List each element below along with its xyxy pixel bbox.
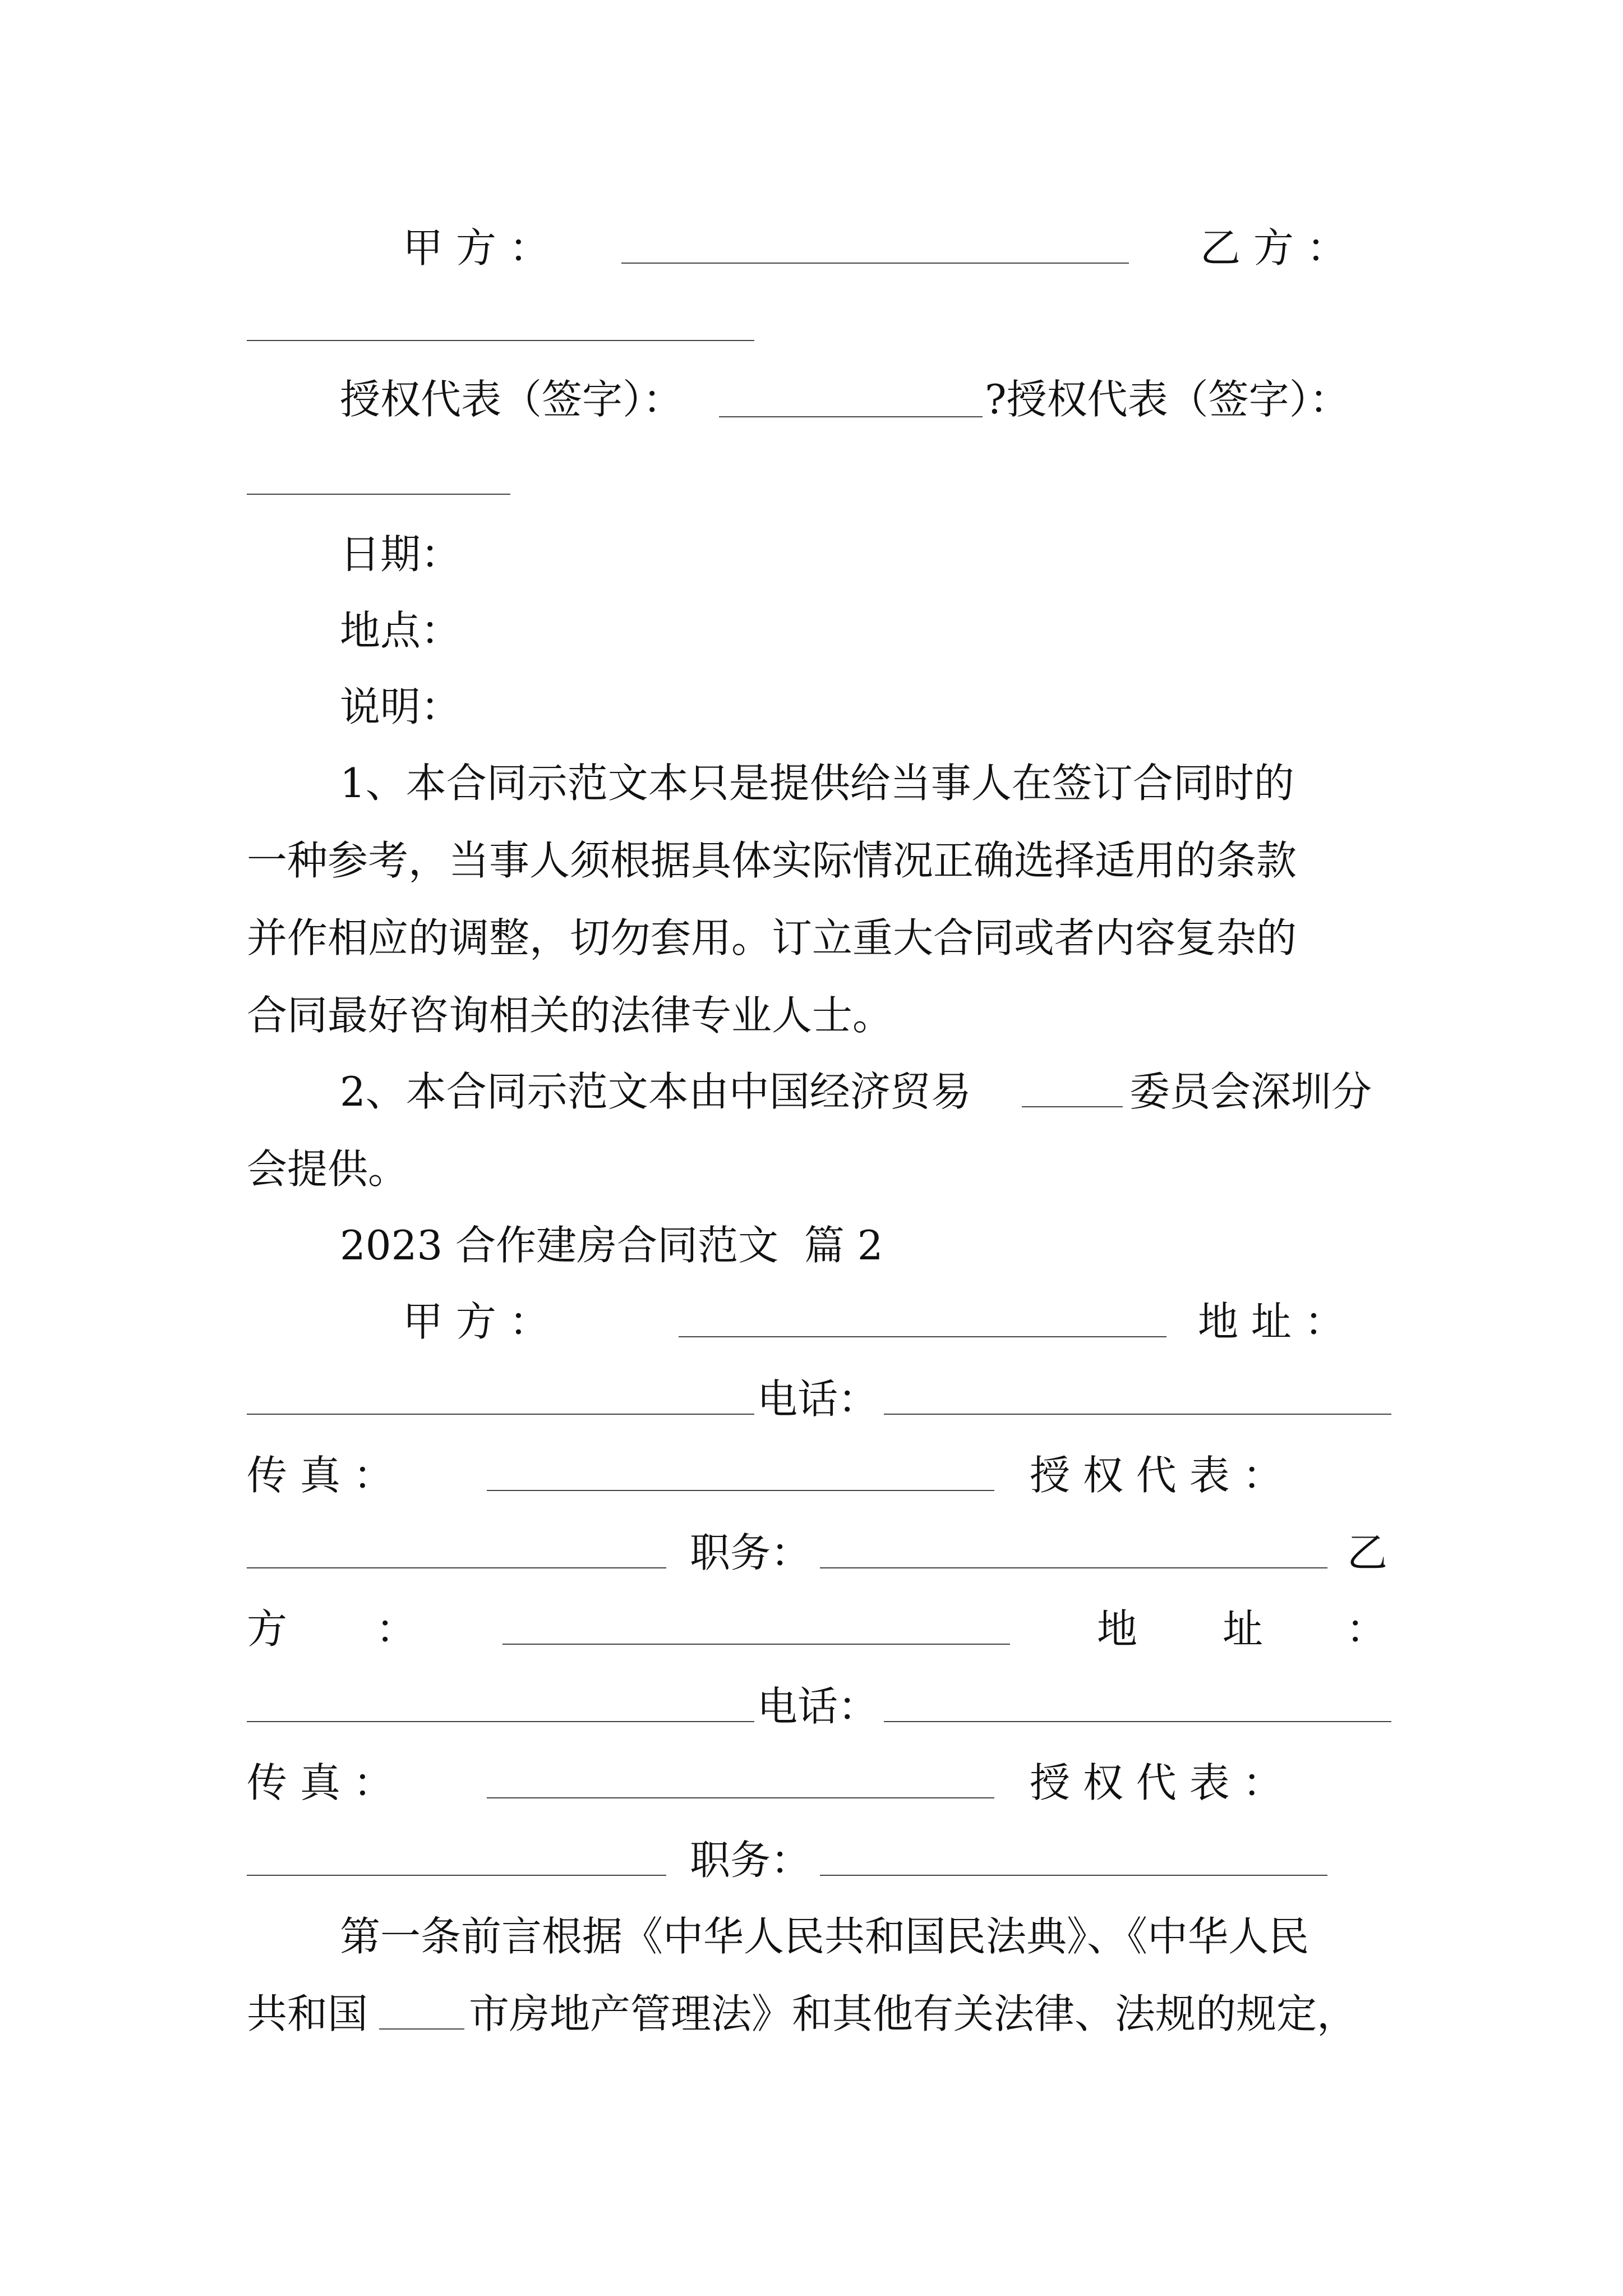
article-1-blank xyxy=(379,2028,464,2030)
place-label: 地点： xyxy=(340,607,462,654)
note-1-line-3: 并作相应的调整，切勿套用。订立重大合同或者内容复杂的 xyxy=(247,914,1297,961)
article-1-line-2-end: 市房地产管理法》和其他有关法律、法规的规定， xyxy=(469,1990,1358,2037)
note-2-blank xyxy=(1022,1106,1123,1107)
sec2-party-b-auth-rep-label: 授 权 代 表 ： xyxy=(1030,1759,1283,1806)
sec2-party-b-position-label: 职务： xyxy=(690,1837,811,1884)
note-2-line-2: 会提供。 xyxy=(247,1145,409,1193)
section-heading: 2023 合作建房合同范文 篇 2 xyxy=(340,1222,883,1269)
sec2-party-b-auth-rep-blank xyxy=(247,1875,666,1876)
party-b-blank xyxy=(247,340,754,341)
sec2-party-a-position-blank xyxy=(820,1567,1327,1568)
note-2-line-1-end: 委员会深圳分 xyxy=(1129,1068,1372,1115)
sec2-party-b-fax-label: 传 真 ： xyxy=(247,1759,394,1806)
sec2-party-b-phone-blank xyxy=(884,1721,1391,1722)
article-1-line-2-start: 共和国 xyxy=(247,1990,368,2037)
sec2-party-a-phone-label: 电话： xyxy=(757,1375,879,1423)
sec2-party-a-fax-label: 传 真 ： xyxy=(247,1452,394,1499)
sec2-party-b-address-char1: 地 xyxy=(1097,1605,1138,1653)
party-a-label: 甲 方 ： xyxy=(403,224,550,272)
sec2-party-b-address-colon: ： xyxy=(1346,1605,1387,1653)
sec2-party-a-auth-rep-label: 授 权 代 表 ： xyxy=(1030,1452,1283,1499)
sec2-party-b-colon: ： xyxy=(376,1605,417,1653)
party-b-label: 乙 方 ： xyxy=(1200,224,1347,272)
date-label: 日期： xyxy=(340,531,462,578)
sec2-party-a-label: 甲 方 ： xyxy=(403,1298,550,1345)
sec2-party-b-address-blank xyxy=(247,1721,754,1722)
note-1-line-2: 一种参考，当事人须根据具体实际情况正确选择适用的条款 xyxy=(247,837,1297,884)
sec2-party-a-auth-rep-blank xyxy=(247,1567,666,1568)
auth-rep-b-label: ?授权代表（签字）： xyxy=(985,376,1350,423)
note-1-line-1: 1、本合同示范文本只是提供给当事人在签订合同时的 xyxy=(340,760,1294,807)
article-1-line-1: 第一条前言根据《中华人民共和国民法典》、《中华人民 xyxy=(340,1913,1310,1960)
sec2-party-a-fax-blank xyxy=(487,1490,994,1491)
sec2-party-a-position-label: 职务： xyxy=(690,1529,811,1576)
note-1-line-4: 合同最好咨询相关的法律专业人士。 xyxy=(247,992,893,1039)
sec2-party-b-position-blank xyxy=(820,1875,1327,1876)
sec2-party-a-address-blank xyxy=(247,1414,754,1415)
notes-label: 说明： xyxy=(340,683,462,730)
auth-rep-a-blank xyxy=(719,416,983,417)
sec2-party-a-address-label: 地 址 ： xyxy=(1198,1298,1345,1345)
sec2-party-a-blank xyxy=(679,1336,1166,1337)
sec2-party-b-label-char2: 方 xyxy=(247,1605,288,1653)
party-a-blank xyxy=(621,263,1129,264)
auth-rep-a-label: 授权代表（签字）： xyxy=(340,376,684,423)
sec2-party-b-address-char2: 址 xyxy=(1223,1605,1264,1653)
sec2-party-b-phone-label: 电话： xyxy=(757,1683,879,1730)
sec2-party-b-fax-blank xyxy=(487,1797,994,1798)
auth-rep-b-blank xyxy=(247,494,510,495)
note-2-line-1-start: 2、本合同示范文本由中国经济贸易 xyxy=(340,1068,971,1115)
sec2-party-b-label-char1: 乙 xyxy=(1347,1529,1388,1576)
sec2-party-a-phone-blank xyxy=(884,1414,1391,1415)
sec2-party-b-blank xyxy=(502,1644,1010,1645)
